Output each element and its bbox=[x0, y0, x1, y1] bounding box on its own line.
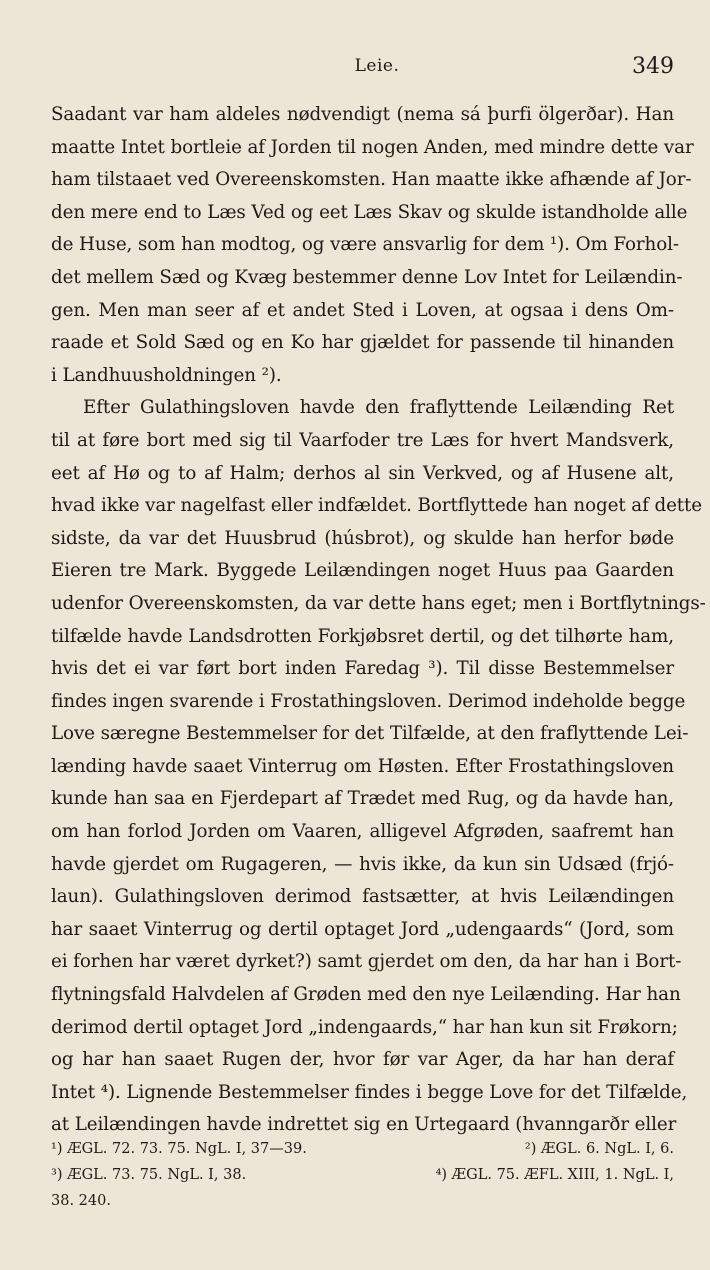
footnote-row bbox=[51, 1162, 674, 1188]
text-line: lænding havde saaet Vinterrug om Høsten. Efter Frostathingsloven bbox=[51, 755, 674, 777]
text-line: havde gjerdet om Rugageren, — hvis ikke, da kun sin Udsæd (frjó- bbox=[51, 853, 674, 875]
text-line: Love særegne Bestemmelser for det Tilfælde, at den fraflyttende Lei- bbox=[51, 723, 689, 745]
text-line: gen. Men man seer af et andet Sted i Loven, at ogsaa i dens Om- bbox=[51, 299, 674, 321]
text-line: eet af Hø og to af Halm; derhos al sin Verkved, og af Husene alt, bbox=[51, 462, 674, 484]
text-line: laun). Gulathingsloven derimod fastsætter, at hvis Leilændingen bbox=[51, 886, 674, 908]
text-line: den mere end to Læs Ved og eet Læs Skav og skulde istandholde alle bbox=[51, 201, 688, 223]
page-number: 349 bbox=[632, 54, 674, 79]
text-line: udenfor Overeenskomsten, da var dette hans eget; men i Bortflytnings- bbox=[51, 592, 706, 614]
text-line: flytningsfald Halvdelen af Grøden med den nye Leilænding. Har han bbox=[51, 984, 681, 1006]
text-line: raade et Sold Sæd og en Ko har gjældet for passende til hinanden bbox=[51, 332, 674, 354]
text-line: og har han saaet Rugen der, hvor før var Ager, da har han deraf bbox=[51, 1049, 674, 1071]
body-text bbox=[51, 99, 706, 1142]
running-title: Leie. bbox=[354, 56, 400, 76]
text-line: Eieren tre Mark. Byggede Leilændingen noget Huus paa Gaarden bbox=[51, 560, 674, 582]
text-line: i Landhuusholdningen ²). bbox=[51, 364, 282, 386]
text-line: kunde han saa en Fjerdepart af Trædet med Rug, og da havde han, bbox=[51, 788, 674, 810]
text-line: ei forhen har været dyrket?) samt gjerdet om den, da har han i Bort- bbox=[51, 951, 682, 973]
footnote-3: ³) ÆGL. 73. 75. NgL. I, 38. bbox=[51, 1167, 247, 1183]
footnotes bbox=[51, 1136, 674, 1214]
text-line: Intet ⁴). Lignende Bestemmelser findes i begge Love for det Tilfælde, bbox=[51, 1081, 688, 1103]
text-line: findes ingen svarende i Frostathingsloven. Derimod indeholde begge bbox=[51, 690, 686, 712]
text-line: derimod dertil optaget Jord „indengaards,“ har han kun sit Frøkorn; bbox=[51, 1016, 678, 1038]
text-line: om han forlod Jorden om Vaaren, alligevel Afgrøden, saafremt han bbox=[51, 821, 674, 843]
footnote-row bbox=[51, 1188, 674, 1214]
text-line: ham tilstaaet ved Overeenskomsten. Han maatte ikke afhænde af Jor- bbox=[51, 169, 692, 191]
text-line: hvad ikke var nagelfast eller indfældet. Bortflyttede han noget af dette bbox=[51, 495, 702, 517]
text-line: tilfælde havde Landsdrotten Forkjøbsret dertil, og det tilhørte ham, bbox=[51, 625, 674, 647]
text-line: at Leilændingen havde indrettet sig en Urtegaard (hvanngarðr eller bbox=[51, 1114, 677, 1136]
text-line: de Huse, som han modtog, og være ansvarlig for dem ¹). Om Forhol- bbox=[51, 234, 679, 256]
footnote-4-continued: 38. 240. bbox=[51, 1193, 111, 1209]
footnote-4: ⁴) ÆGL. 75. ÆFL. XIII, 1. NgL. I, bbox=[435, 1167, 674, 1183]
text-line: til at føre bort med sig til Vaarfoder tre Læs for hvert Mandsverk, bbox=[51, 429, 674, 451]
page-header bbox=[80, 56, 674, 86]
text-line: Efter Gulathingsloven havde den fraflyttende Leilænding Ret bbox=[83, 397, 674, 419]
text-line: sidste, da var det Huusbrud (húsbrot), og skulde han herfor bøde bbox=[51, 527, 674, 549]
text-line: det mellem Sæd og Kvæg bestemmer denne Lov Intet for Leilændin- bbox=[51, 266, 683, 288]
text-line: Saadant var ham aldeles nødvendigt (nema sá þurfi ölgerðar). Han bbox=[51, 104, 674, 125]
text-line: har saaet Vinterrug og dertil optaget Jord „udengaards“ (Jord, som bbox=[51, 918, 674, 940]
footnote-2: ²) ÆGL. 6. NgL. I, 6. bbox=[524, 1141, 674, 1157]
text-line: hvis det ei var ført bort inden Faredag ³). Til disse Bestemmelser bbox=[51, 658, 674, 680]
text-line: maatte Intet bortleie af Jorden til nogen Anden, med mindre dette var bbox=[51, 136, 694, 158]
footnote-row bbox=[51, 1136, 674, 1162]
footnote-1: ¹) ÆGL. 72. 73. 75. NgL. I, 37—39. bbox=[51, 1141, 307, 1157]
